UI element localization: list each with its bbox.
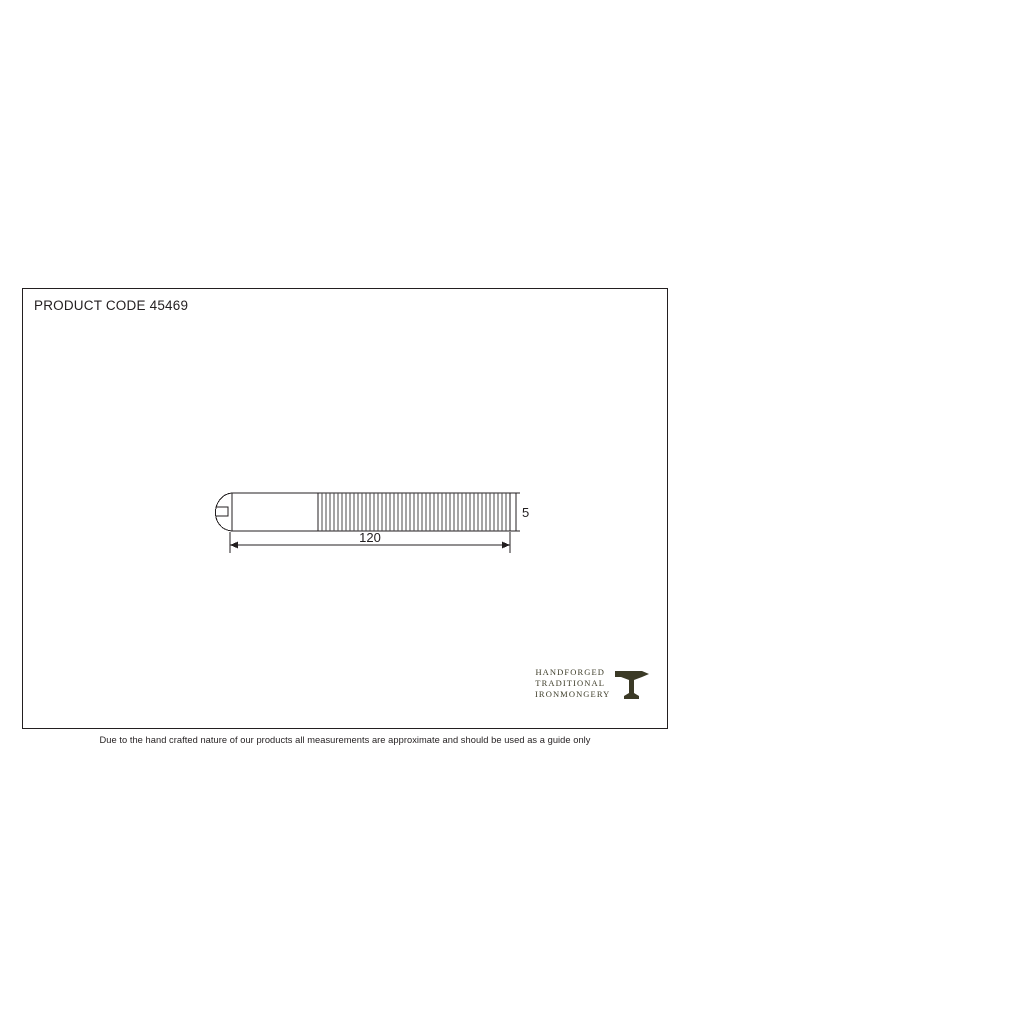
product-code: PRODUCT CODE 45469 (34, 298, 189, 313)
brand-logo-line-1: HANDFORGED (535, 666, 605, 677)
brand-logo-line-2: TRADITIONAL (535, 677, 605, 688)
disclaimer-text: Due to the hand crafted nature of our products all measurements are approximate and should be used as a guide only (99, 735, 591, 745)
brand-logo (535, 660, 655, 706)
brand-logo-text (535, 666, 611, 700)
drawing-sheet (22, 288, 668, 729)
diameter-dimension-label: 5 (522, 505, 530, 520)
thread-hatching (322, 493, 506, 531)
anvil-icon (612, 663, 652, 703)
brand-logo-line-3: IRONMONGERY (535, 688, 611, 699)
diameter-dimension (510, 493, 520, 531)
length-dimension-label: 120 (359, 530, 381, 545)
